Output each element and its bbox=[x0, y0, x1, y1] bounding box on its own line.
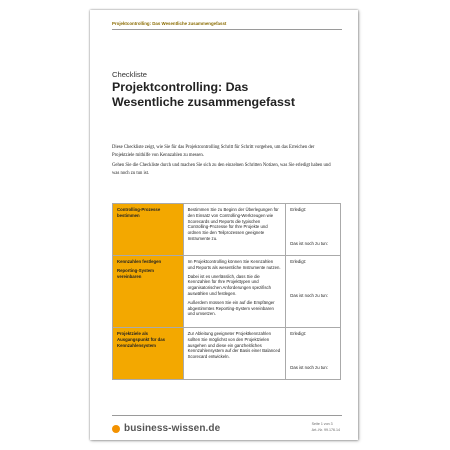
step-description: Außerdem müssen Sie ein auf die Empfänger abgestimmtes Reporting-System vereinbaren und umsetzen. bbox=[187, 299, 275, 317]
footer-meta bbox=[312, 422, 340, 433]
intro-paragraph: Diese Checkliste zeigt, wie Sie für das Projektcontrolling Schritt für Schritt vorgehen, um das Erreichen der Projektziele mithilfe von Kennzahlen zu messen. bbox=[112, 145, 315, 158]
step-status-cell[interactable] bbox=[286, 256, 341, 328]
intro-text bbox=[112, 144, 337, 180]
document-kicker: Checkliste bbox=[112, 70, 148, 79]
checklist-table bbox=[112, 203, 341, 380]
step-description: Bestimmen Sie zu Beginn der Überlegungen für den Einsatz von Controlling-Werkzeugen wie Scorecards und Reports die typischen Controlling-Prozesse für Ihre Projekte und ordnen Sie den Teilprozessen geeignete Instrumente zu. bbox=[187, 207, 279, 241]
intro-paragraph: Gehen Sie die Checkliste durch und machen Sie sich zu den einzelnen Schritten Notizen, was Sie erledigt haben und was noch zu tun ist. bbox=[112, 163, 331, 176]
step-label: Kennzahlen festlegen bbox=[117, 259, 162, 264]
step-description: Im Projektcontrolling können Sie Kennzahlen und Reports als wesentliche Instrumente nutzen. bbox=[187, 259, 281, 270]
checklist-row bbox=[113, 328, 341, 380]
document-page bbox=[90, 10, 358, 440]
step-status-cell[interactable] bbox=[286, 204, 341, 256]
checklist-row bbox=[113, 204, 341, 256]
todo-label: Das ist noch zu tun: bbox=[290, 292, 329, 298]
step-label-cell bbox=[113, 256, 184, 328]
step-description: Dabei ist es unerlässlich, dass Sie die Kennzahlen für Ihre Projekttypen und organisatorischen Anforderungen spezifisch auswählen und festlegen. bbox=[187, 273, 272, 296]
article-number: Art.-Nr. 99.176.14 bbox=[311, 427, 340, 432]
page-number: Seite 1 von 3 bbox=[311, 422, 333, 426]
step-label-cell bbox=[113, 204, 184, 256]
document-title: Projektcontrolling: Das Wesentliche zusammengefasst bbox=[112, 80, 295, 109]
done-label: Erledigt: bbox=[290, 259, 307, 264]
brand-logo bbox=[112, 423, 220, 434]
step-label: Reporting-System vereinbaren bbox=[117, 267, 155, 279]
step-label-cell bbox=[113, 328, 184, 380]
checklist-row bbox=[113, 256, 341, 328]
footer-rule bbox=[112, 415, 342, 416]
step-description-cell bbox=[183, 204, 286, 256]
todo-label: Das ist noch zu tun: bbox=[290, 240, 329, 246]
step-label: Projektziele als Ausgangspunkt für das Kennzahlensystem bbox=[117, 331, 165, 348]
logo-dot-icon bbox=[112, 425, 120, 433]
header-rule bbox=[112, 29, 342, 30]
step-description-cell bbox=[183, 328, 286, 380]
step-description: Zur Ableitung geeigneter Projektkennzahlen sollten Sie möglichst von den Projektzielen ausgehen und diese ein ganzheitliches Kennzahlensystem auf der Basis einer Balanced Scorecard entwickeln. bbox=[187, 331, 281, 360]
done-label: Erledigt: bbox=[290, 207, 307, 212]
step-label: Controlling-Prozesse bestimmen bbox=[117, 207, 161, 218]
done-label: Erledigt: bbox=[290, 331, 307, 336]
step-status-cell[interactable] bbox=[286, 328, 341, 380]
logo-text: business-wissen.de bbox=[124, 423, 221, 434]
running-header: Projektcontrolling: Das Wesentliche zusammengefasst bbox=[112, 21, 227, 26]
todo-label: Das ist noch zu tun: bbox=[290, 364, 329, 370]
step-description-cell bbox=[183, 256, 286, 328]
